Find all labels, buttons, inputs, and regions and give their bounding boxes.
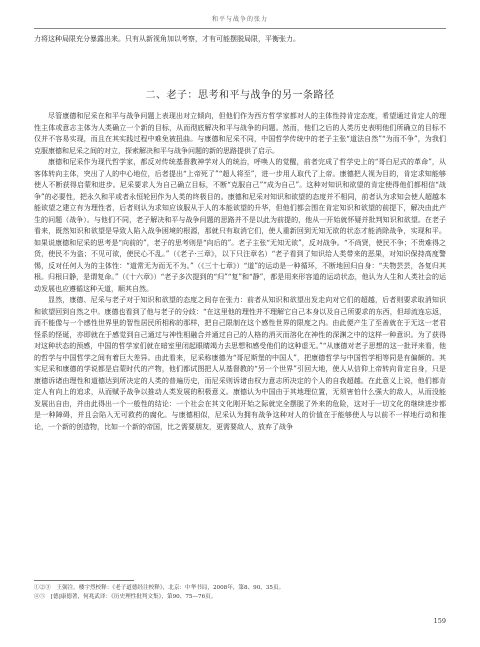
- body-paragraph: 尽管康德和尼采在和平与战争问题上表现出对立倾向，但他们作为西方哲学家都对人的主体性持肯定态度，希望通过肯定人的理性主体或意志主体为人类确立一个新的目标，从而彻底解决和平与战争的问题。然而，他们之后的人类历史表明他们所确立的目标不仅并不容易实现，而且在其实践过程中难免被扭曲。与康德和尼采不同，中国哲学传统中的老子主张“道法自然”“为而不争”，为我们克服康德和尼采之间的对立，探索解决和平与战争问题的新的思路提供了启示。: [34, 112, 446, 155]
- section-title: 二、老子：思考和平与战争的另一条路径: [145, 90, 335, 101]
- footnote-divider: [34, 580, 134, 581]
- footnotes: [34, 584, 446, 602]
- body-paragraph: 康德和尼采作为现代哲学家，都反对传统基督教神学对人的统治，呼唤人的觉醒，前者完成了哲学史上的“哥白尼式的革命”，从客体转向主体，突出了人的中心地位，后者提出“上帝死了”“超人将至”，进一步用人取代了上帝。康德把人视为目的，肯定求知能够使人不断获得启蒙和进步。尼采要求人为自己确立目标，不断“克服自己”“成为自己”。这种对知识和欲望的肯定使得他们都相信“战争”的必要性，把永久和平或者永恒轮回作为人类的终极目的。康德和尼采对知识和欲望的态度并不相同，前者认为求知会使人超越本能欲望之建立有为理性者，后者则认为求知应该服从于人的本能欲望的升华，但他们都会围在肯定知识和欲望的前提下，解决由此产生的问题（战争）。与他们不同，老子解决和平与战争问题的思路并不是以此为前提的，他从一开始就怀疑并批判知识和欲望。在老子看来，既然知识和欲望是导致人陷入战争困境的根源，那就只有取消它们，使人重新回到无知无欲的状态才能消除战争，实现和平。如果说康德和尼采的思考是“向前的”，老子的思考则是“向后的”。老子主张“无知无欲”，反对战争。“不尚贤，使民不争；不贵难得之货，使民不为盗；不见可欲，使民心不乱。”（《老子·三章》，以下只注章名）“老子看到了知识给人类带来的恶果，对知识保持高度警惕，反对任何人为的主体性：“道常无为而无不为。”（《三十七章》）“道”的运动是一种循环，不断地回归自身：“夫物芸芸，各复归其根。归根曰静，是谓复命。”（《十六章》）“老子多次提到的“归”“复”和“静”，都是用来形容道的运动状态，他认为人生和人类社会的运动发展也应遵循这种天道，顺其自然。: [34, 158, 446, 293]
- intro-paragraph-block: [34, 34, 446, 46]
- page-number: 159: [433, 617, 446, 625]
- section-body: [34, 111, 446, 433]
- footnote: ①②③ 王弼注，楼宇烈校释：《老子道德经注校释》，北京：中华书局，2008年，第8、90、35页。: [34, 585, 285, 591]
- intro-paragraph: 力将这种局限充分暴露出来。只有从新视角加以考察，才有可能摆脱局限，平衡张力。: [34, 35, 300, 43]
- header-divider: [34, 28, 446, 29]
- running-header: 和平与战争的张力: [211, 16, 268, 23]
- footnote: ④⑤ [德]康德著，何兆武译：《历史理性批判文集》，第90、75—76页。: [34, 594, 217, 600]
- body-paragraph: 显然，康德、尼采与老子对于知识和欲望的态度之间存在张力：前者从知识和欲望出发走向对它们的超越，后者则要求取消知识和欲望回到自然之中。康德也看到了他与老子的分歧：“在这里他的理性并不理解它自己本身以及自己所要求的东西，但却流连忘返，而不能像与一个感性世界里的智性居民所相称的那样，把自己限制在这个感性世界的限度之内。由此便产生了至善就在于无这一老君怪系的怪诞，亦即就在于感觉到自己通过与神性相融合并通过自己的人格的消灭而溶化在神性的深渊之中的这样一种意识。为了获得对这种状态的预感，中国的哲学家们就在暗室里闭起眼睛竭力去思想和感受他们的这种虚无。”“从康德对老子思想的这一批评来看，他的哲学与中国哲学之间有着巨大差异。由此看来，尼采称康德为“哥尼斯堡的中国人”，把康德哲学与中国哲学相等同是有偏颇的。其实尼采和康德的学说都是启蒙时代的产物，他们都试图把人从基督教的“另一个世界”引回大地，使人从信仰上帝转向肯定自身，只是康德诉诸由理性和道德达到所决定的人类的普遍历史，而尼采则诉诸由权力意志所决定的个人的自我超越。在此意义上说，他们都肯定人有向上的追求，从而赋予战争以推动人类发展的积极意义。康德认为中国由于其地理位置，无须害怕什么强大的敌人，从而没能发展出自由，并由此得出一个一般性的结论：一个社会在其文化刚开始之际就完全摆脱了外来的危险，这对于一切文化的继续进步都是一种障碍，并且会陷入无可救药的腐化。与康德相似，尼采认为拥有战争这种对人的价值在于能够使人与以前不一样地行动和推论，一个新的创造物，比如一个新的帝国，比之需要朋友，更需要敌人，放弃了战争: [34, 296, 446, 431]
